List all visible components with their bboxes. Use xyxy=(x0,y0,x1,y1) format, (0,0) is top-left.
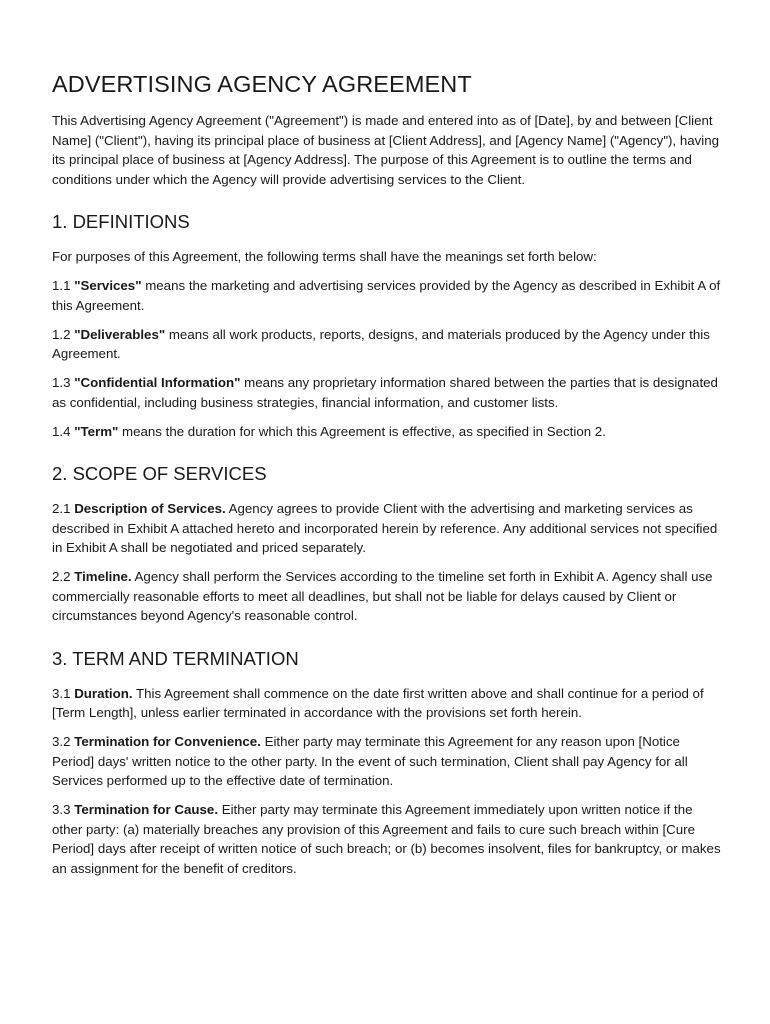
clause xyxy=(52,422,724,442)
clause-number: 3.2 xyxy=(52,734,75,749)
clause-text: Agency shall perform the Services according to the timeline set forth in Exhibit A. Agency shall use commercially reasonable efforts to meet all deadlines, but shall not be liable for delays caused by Client or circumstances beyond Agency's reasonable control. xyxy=(52,569,713,623)
clause-number: 1.3 xyxy=(52,375,75,390)
section-heading: 2. SCOPE OF SERVICES xyxy=(52,463,267,484)
clause xyxy=(52,325,724,364)
clause-text: means any proprietary information shared between the parties that is designated as confidential, including business strategies, financial information, and customer lists. xyxy=(52,375,718,410)
clause-number: 1.2 xyxy=(52,326,75,342)
clause-term: Termination for Convenience. xyxy=(74,734,261,749)
clause-number: 1.4 xyxy=(52,423,75,439)
clause-term: Timeline. xyxy=(74,569,132,584)
section-scope xyxy=(52,462,724,626)
clause-term: Duration. xyxy=(74,685,133,701)
clause-term: Description of Services. xyxy=(74,501,226,516)
clause xyxy=(52,732,724,791)
clause xyxy=(52,373,724,412)
clause xyxy=(52,276,724,315)
clause-text: Either party may terminate this Agreement immediately upon written notice if the other party: (a) materially breaches any provision of this Agreement and fails to cure such breach within [Cure Period] days after receipt of written notice of such breach; or (b) becomes insolvent, files for bankruptcy, or makes an assignment for the benefit of creditors. xyxy=(52,802,721,876)
clause-number: 3.3 xyxy=(52,802,75,817)
clause-term: "Deliverables" xyxy=(74,326,166,342)
clause xyxy=(52,800,724,878)
clause-term: Termination for Cause. xyxy=(74,802,219,817)
document-page xyxy=(52,70,724,888)
clause-term: "Services" xyxy=(74,278,142,293)
clause-number: 2.2 xyxy=(52,569,75,584)
clause-text: This Agreement shall commence on the date first written above and shall continue for a period of [Term Length], unless earlier terminated in accordance with the provisions set forth herein. xyxy=(52,685,704,720)
intro-paragraph: This Advertising Agency Agreement ("Agreement") is made and entered into as of [Date], by and between [Client Name] ("Client"), having its principal place of business at [Client Address], and [Agency Name] ("Agency"), having its principal place of business at [Agency Address]. The purpose of this Agreement is to outline the terms and conditions under which the Agency will provide advertising services to the Client. xyxy=(52,113,720,187)
clause-term: "Confidential Information" xyxy=(74,375,241,390)
clause xyxy=(52,567,724,626)
clause xyxy=(52,684,724,723)
clause-term: "Term" xyxy=(74,423,119,439)
section-term-termination xyxy=(52,647,724,879)
definitions-lead: For purposes of this Agreement, the following terms shall have the meanings set forth below: xyxy=(52,249,597,264)
clause-text: Either party may terminate this Agreement for any reason upon [Notice Period] days' written notice to the other party. In the event of such termination, Client shall pay Agency for all Services performed up to the effective date of termination. xyxy=(52,734,688,788)
clause-text: means the marketing and advertising services provided by the Agency as described in Exhibit A of this Agreement. xyxy=(52,278,721,313)
clause-text: means all work products, reports, designs, and materials produced by the Agency under this Agreement. xyxy=(52,326,710,361)
clause-number: 3.1 xyxy=(52,685,75,701)
clause-number: 2.1 xyxy=(52,501,75,516)
clause-text: Agency agrees to provide Client with the advertising and marketing services as described in Exhibit A attached hereto and incorporated herein by reference. Any additional services not specified in Exhibit A shall be negotiated and priced separately. xyxy=(52,501,718,555)
document-title: ADVERTISING AGENCY AGREEMENT xyxy=(52,71,472,97)
section-definitions xyxy=(52,210,724,441)
clause-text: means the duration for which this Agreement is effective, as specified in Section 2. xyxy=(118,423,606,439)
section-heading: 1. DEFINITIONS xyxy=(52,211,190,232)
clause xyxy=(52,499,724,558)
clause-number: 1.1 xyxy=(52,278,75,293)
section-heading: 3. TERM AND TERMINATION xyxy=(52,647,299,669)
